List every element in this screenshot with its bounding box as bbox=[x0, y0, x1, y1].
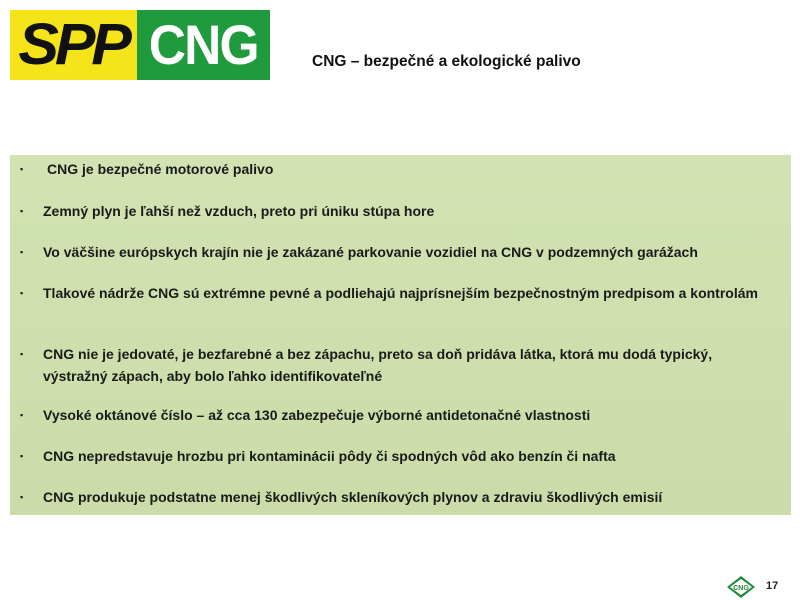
bullet-marker: ▪ bbox=[20, 247, 24, 257]
bullet-marker: ▪ bbox=[20, 206, 24, 216]
content-box bbox=[10, 155, 791, 515]
bullet-text: Tlakové nádrže CNG sú extrémne pevné a podliehajú najprísnejším bezpečnostným predpisom a kontrolám bbox=[43, 285, 758, 301]
bullet-text: CNG nepredstavuje hrozbu pri kontaminácii pôdy či spodných vôd ako benzín či nafta bbox=[43, 448, 616, 464]
bullet-item bbox=[20, 282, 775, 304]
bullet-text: CNG nie je jedovaté, je bezfarebné a bez zápachu, preto sa doň pridáva látka, ktorá mu dodá typický, výstražný zápach, aby bolo ľahko identifikovateľné bbox=[43, 346, 713, 384]
bullet-text: Zemný plyn je ľahší než vzduch, preto pri úniku stúpa hore bbox=[43, 203, 435, 219]
logo-cng-text: CNG bbox=[149, 13, 258, 76]
bullet-text: CNG je bezpečné motorové palivo bbox=[47, 161, 274, 177]
bullet-item bbox=[20, 486, 775, 508]
cng-logo-icon-text: CNG bbox=[733, 585, 749, 592]
bullet-marker: ▪ bbox=[20, 349, 24, 359]
bullet-marker: ▪ bbox=[20, 288, 24, 298]
bullet-marker: ▪ bbox=[20, 492, 24, 502]
bullet-marker: ▪ bbox=[20, 164, 24, 174]
logo-spp-text: SPP bbox=[18, 12, 129, 77]
bullet-marker: ▪ bbox=[20, 451, 24, 461]
spp-cng-logo bbox=[10, 10, 270, 80]
logo-cng-block bbox=[137, 10, 270, 80]
bullet-text: Vysoké oktánové číslo – až cca 130 zabezpečuje výborné antidetonačné vlastnosti bbox=[43, 407, 591, 423]
slide-title: CNG – bezpečné a ekologické palivo bbox=[312, 53, 581, 70]
bullet-item bbox=[20, 445, 775, 467]
page-number: 17 bbox=[766, 580, 779, 592]
bullet-item bbox=[20, 404, 775, 426]
bullet-marker: ▪ bbox=[20, 410, 24, 420]
bullet-item bbox=[20, 241, 775, 263]
bullet-text: CNG produkuje podstatne menej škodlivých skleníkových plynov a zdraviu škodlivých emisií bbox=[43, 489, 663, 505]
cng-logo-icon bbox=[726, 575, 756, 599]
logo-spp-block bbox=[10, 10, 137, 80]
bullet-item bbox=[20, 200, 775, 222]
bullet-text: Vo väčšine európskych krajín nie je zakázané parkovanie vozidiel na CNG v podzemných garážach bbox=[43, 244, 698, 260]
bullet-item bbox=[20, 343, 775, 387]
bullet-item bbox=[20, 158, 775, 180]
